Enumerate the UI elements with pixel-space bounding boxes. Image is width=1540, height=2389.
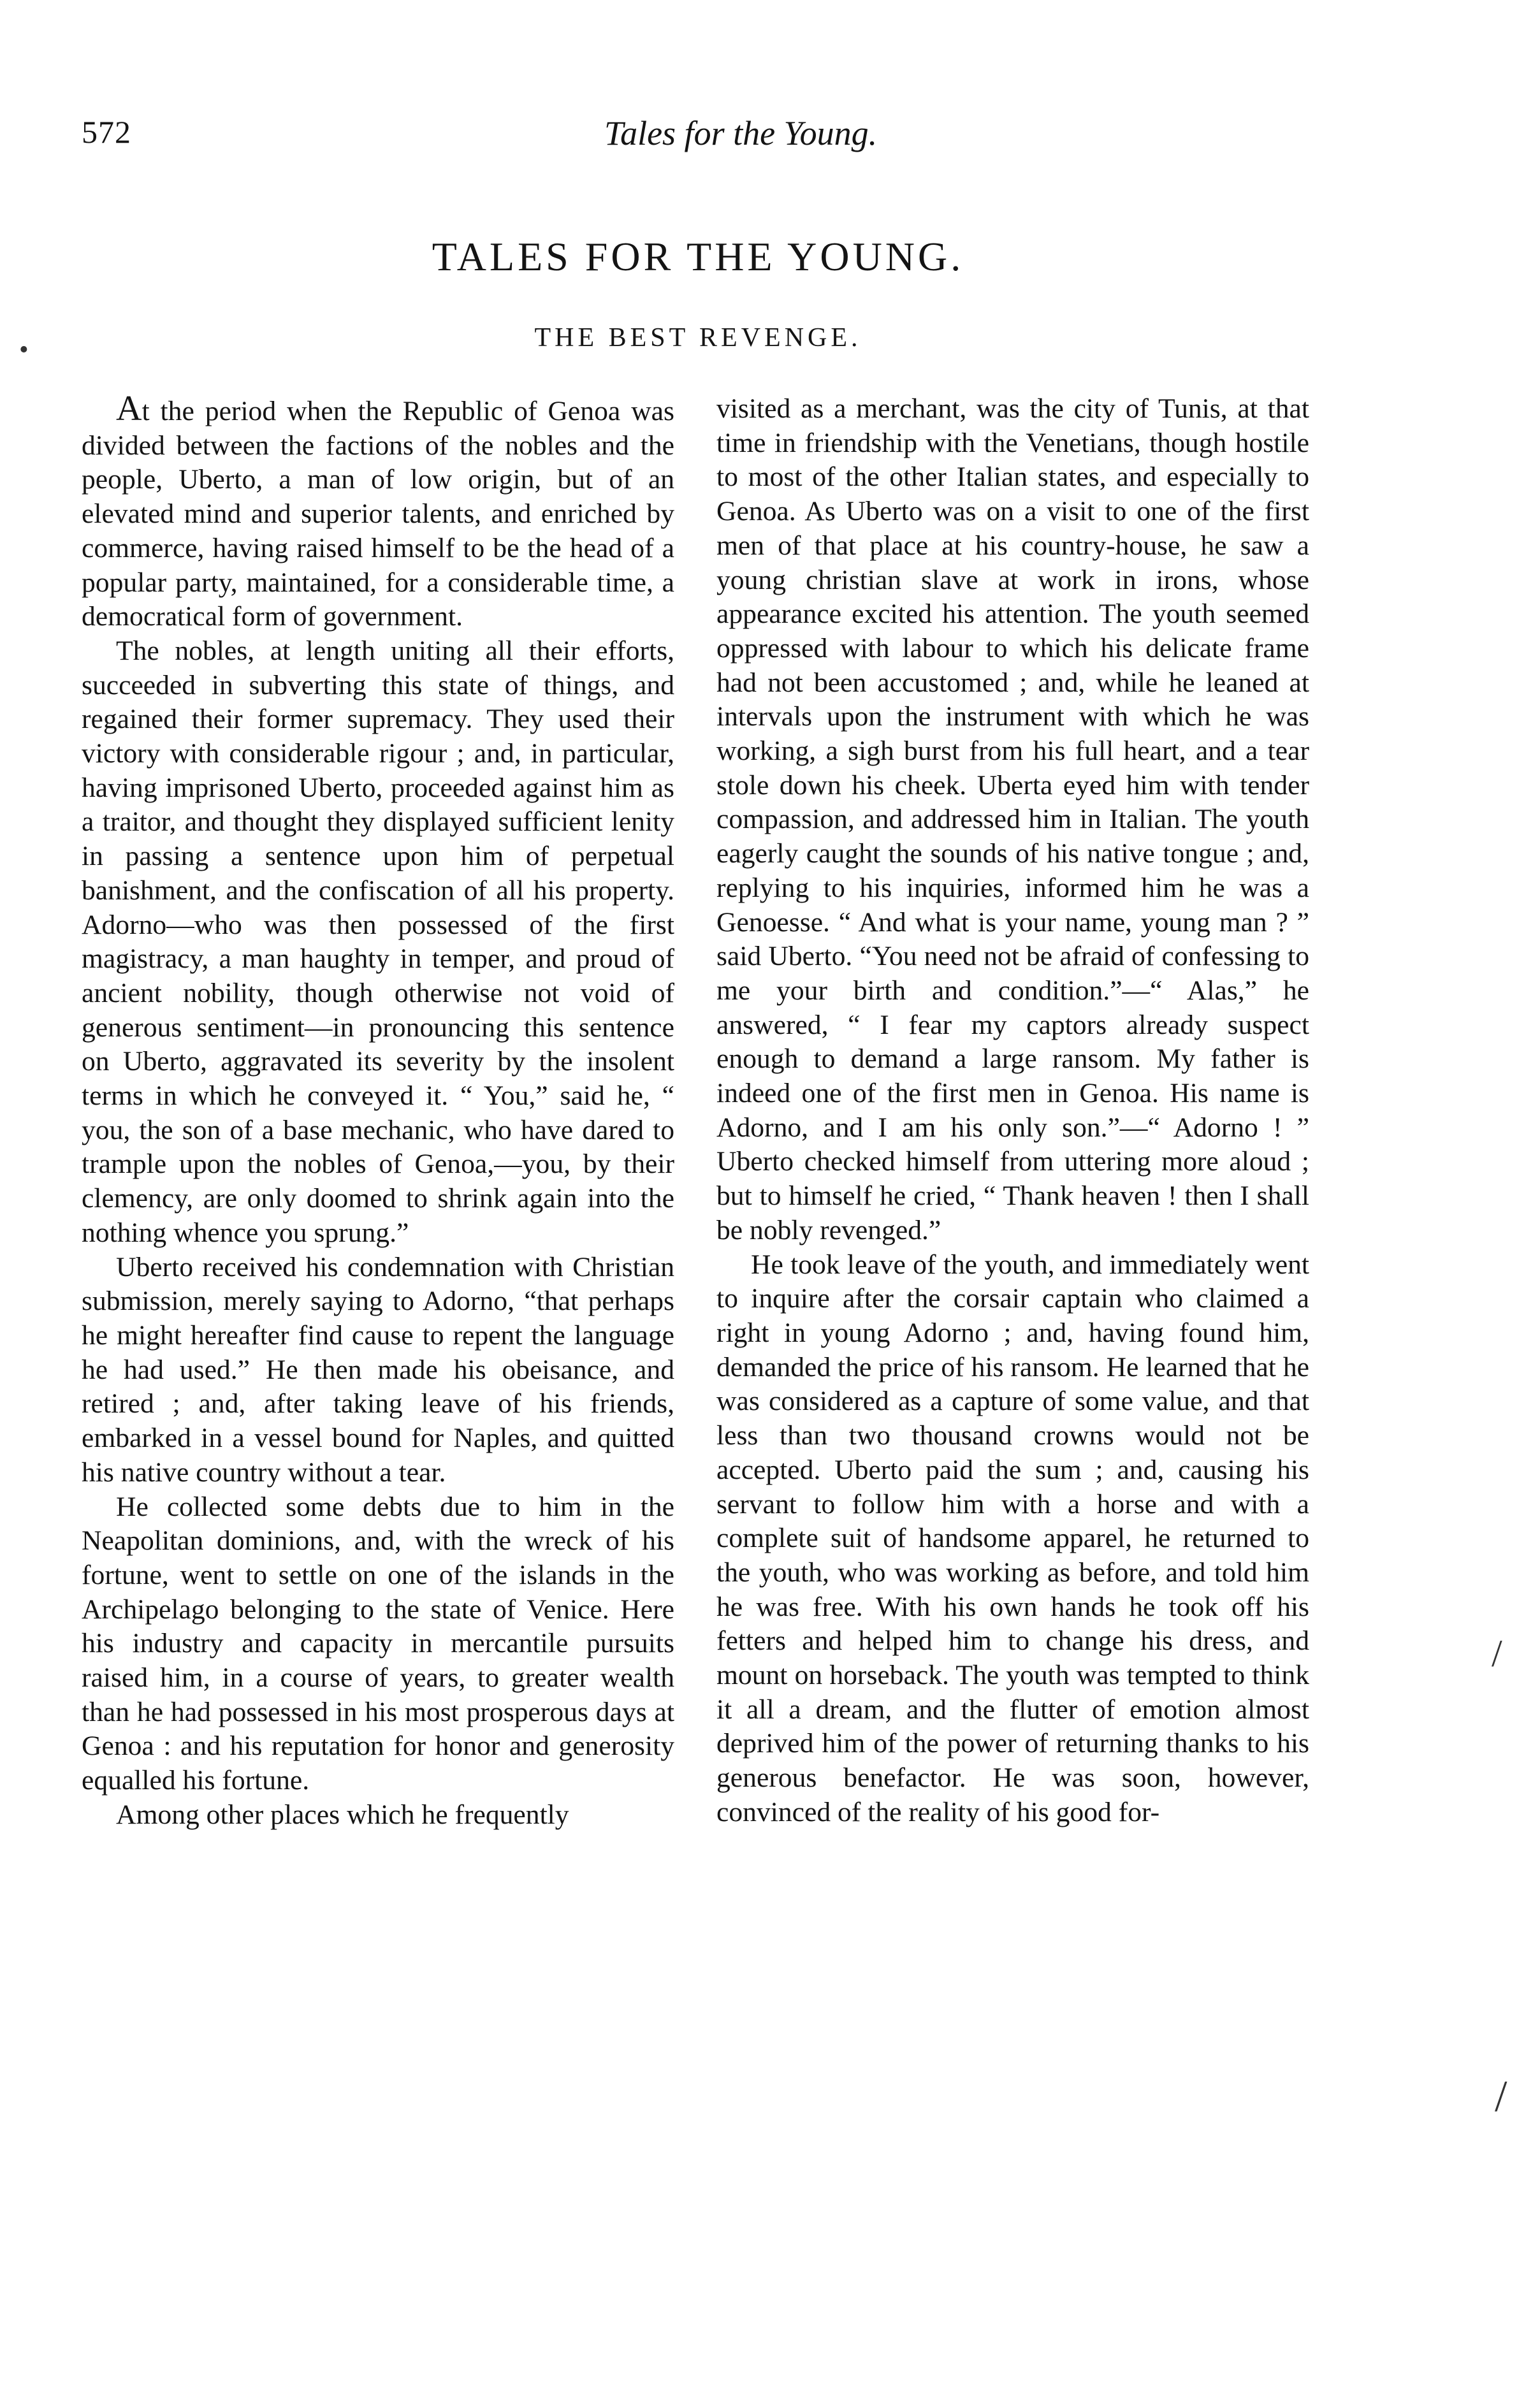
paragraph-continued: visited as a merchant, was the city of Tunis, at that time in friendship with the Venetians, though hostile to most of the other Italian states, and especially to Genoa. As Uberto was on a visit to one of the first men of that place at his country-house, he saw a young christian slave at work in irons, whose appearance excited his attention. The youth seemed oppressed with labour to which his delicate frame had not been accustomed ; and, while he leaned at intervals upon the instrument with which he was working, a sigh burst from his full heart, and a tear stole down his cheek. Uberta eyed him with tender compassion, and addressed him in Italian. The youth eagerly caught the sounds of his native tongue ; and, replying to his inquiries, informed him he was a Genoesse. “ And what is your name, young man ? ” said Uberto. “You need not be afraid of confessing to me your birth and condition.”—“ Alas,” he answered, “ I fear my captors already suspect enough to demand a large ransom. My father is indeed one of the first men in Genoa. His name is Adorno, and I am his only son.”—“ Adorno ! ” Uberto checked himself from uttering more aloud ; but to himself he cried, “ Thank heaven ! then I shall be nobly revenged.”: [716, 393, 1309, 1245]
left-column: [82, 389, 674, 1833]
margin-mark: /: [1492, 1632, 1502, 1674]
paragraph: The nobles, at length uniting all their efforts, succeeded in subverting this state of things, and regained their former supremacy. They used their victory with considerable rigour ; and, in particular, having imprisoned Uberto, proceeded against him as a traitor, and thought they displayed sufficient lenity in passing a sentence upon him of perpetual banishment, and the confiscation of all his property. Adorno—who was then possessed of the first magistracy, a man haughty in temper, and proud of ancient nobility, though otherwise not void of generous sentiment—in pronouncing this sentence on Uberto, aggravated its severity by the insolent terms in which he conveyed it. “ You,” said he, “ you, the son of a base mechanic, who have dared to trample upon the nobles of Genoa,—you, by their clemency, are only doomed to shrink again into the nothing whence you sprung.”: [82, 635, 674, 1248]
paragraph: He took leave of the youth, and immediately went to inquire after the corsair captain who claimed a right in young Adorno ; and, having found him, demanded the price of his ransom. He learned that he was considered as a capture of some value, and that less than two thousand crowns would not be accepted. Uberto paid the sum ; and, causing his servant to follow him with a horse and with a complete suit of handsome apparel, he returned to the youth, who was working as before, and told him he was free. With his own hands he took off his fetters and helped him to change his dress, and mount on horseback. The youth was tempted to think it all a dream, and the flutter of emotion almost deprived him of the power of returning thanks to his generous benefactor. He was soon, however, convinced of the reality of his good for-: [716, 1249, 1309, 1827]
paragraph: He collected some debts due to him in the Neapolitan dominions, and, with the wreck of his fortune, went to settle on one of the islands in the Archipelago belonging to the state of Venice. Here his industry and capacity in mercantile pursuits raised him, in a course of years, to greater wealth than he had possessed in his most prosperous days at Genoa : and his reputation for honor and generosity equalled his fortune.: [82, 1491, 674, 1796]
right-column: [716, 392, 1309, 1830]
paragraph: Uberto received his condemnation with Christian submission, merely saying to Adorno, “that perhaps he might hereafter find cause to repent the language he had used.” He then made his obeisance, and retired ; and, after taking leave of his friends, embarked in a vessel bound for Naples, and quitted his native country without a tear.: [82, 1251, 674, 1488]
margin-mark: /: [1495, 2072, 1507, 2121]
running-head: [82, 113, 1312, 164]
page-number: 572: [82, 114, 131, 150]
paragraph: At the period when the Republic of Genoa was divided between the factions of the nobles and the people, Uberto, a man of low origin, but of an elevated mind and superior talents, and enriched by commerce, having raised himself to be the head of a popular party, maintained, for a considerable time, a democratical form of government.: [82, 389, 674, 632]
bullet-mark: •: [19, 335, 29, 365]
section-title: TALES FOR THE YOUNG.: [432, 234, 964, 279]
paragraph: Among other places which he frequently: [116, 1799, 569, 1830]
story-title: THE BEST REVENGE.: [534, 323, 862, 352]
running-title: Tales for the Young.: [604, 114, 878, 152]
